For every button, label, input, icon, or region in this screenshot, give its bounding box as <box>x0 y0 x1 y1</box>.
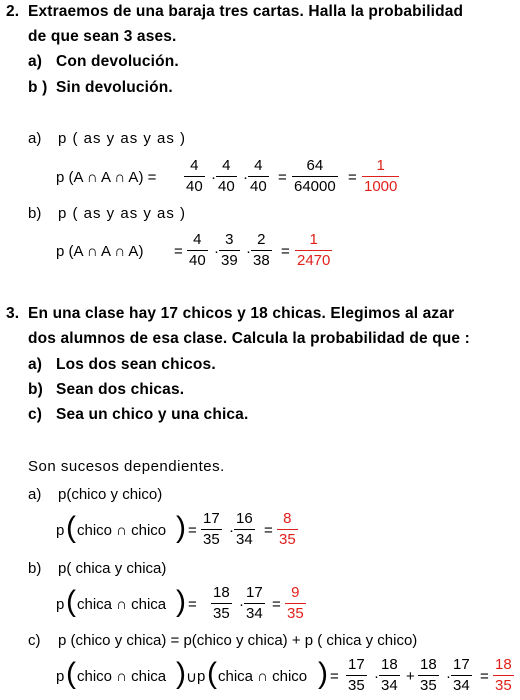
problem-3-line-2: dos alumnos de esa clase. Calcula la probabilidad de que : <box>28 330 470 347</box>
solution-3a-inner: chico ∩ chico <box>77 522 167 539</box>
solution-3c-text: p (chico y chica) = p(chico y chica) + p ( chica y chico) <box>58 632 418 649</box>
solution-3c-fraction-3 <box>418 656 439 695</box>
solution-2a-lhs: p (A ∩ A ∩ A) = <box>56 169 157 186</box>
result-numerator: 1 <box>309 231 318 248</box>
plus-sign: + <box>406 668 415 685</box>
equals-sign: = <box>272 596 281 613</box>
fraction-numerator: 2 <box>257 231 266 248</box>
solution-2b-fraction-2 <box>219 231 240 270</box>
result-denominator: 1000 <box>364 178 398 195</box>
multiply-dot: · <box>374 668 379 685</box>
fraction-denominator: 40 <box>186 178 203 195</box>
right-paren: ) <box>176 657 186 690</box>
problem-2-b-text: Sin devolución. <box>56 79 173 96</box>
problem-2-number: 2. <box>6 3 20 20</box>
fraction-numerator: 4 <box>190 157 199 174</box>
problem-3-a-text: Los dos sean chicos. <box>56 356 216 373</box>
fraction-denominator: 35 <box>348 677 365 694</box>
equals-sign: = <box>330 668 339 685</box>
fraction-numerator: 18 <box>213 584 230 601</box>
solution-2b-fraction-1 <box>187 231 208 270</box>
solution-3b-inner: chica ∩ chica <box>77 596 167 613</box>
equals-sign: = <box>278 169 287 186</box>
left-paren: ( <box>207 657 217 690</box>
multiply-dot: · <box>239 596 244 613</box>
left-paren: ( <box>66 511 76 544</box>
equals-sign: = <box>188 522 197 539</box>
solution-3a-result <box>277 510 298 549</box>
solution-3c-inner-2: chica ∩ chico <box>218 668 308 685</box>
solution-3b-result <box>285 584 306 623</box>
equals-sign: = <box>264 522 273 539</box>
fraction-denominator: 38 <box>253 252 270 269</box>
fraction-numerator: 16 <box>236 510 253 527</box>
right-paren: ) <box>176 511 186 544</box>
fraction-denominator: 64000 <box>294 178 336 195</box>
fraction-denominator: 35 <box>213 605 230 622</box>
solution-3c-fraction-1 <box>346 656 367 695</box>
solution-2b-fraction-3 <box>251 231 272 270</box>
solution-2a-label: a) <box>28 130 42 147</box>
multiply-dot: · <box>246 243 251 260</box>
fraction-denominator: 34 <box>381 677 398 694</box>
fraction-numerator: 17 <box>348 656 365 673</box>
problem-3-number: 3. <box>6 305 20 322</box>
fraction-numerator: 4 <box>222 157 231 174</box>
result-denominator: 35 <box>279 531 296 548</box>
solution-2a-fraction-4 <box>292 157 338 196</box>
equals-sign: = <box>174 243 183 260</box>
multiply-dot: · <box>214 243 219 260</box>
solution-3c-fraction-4 <box>451 656 472 695</box>
problem-3-b-text: Sean dos chicas. <box>56 381 185 398</box>
solution-2a-fraction-2 <box>216 157 237 196</box>
solution-2a-fraction-1 <box>184 157 205 196</box>
fraction-denominator: 34 <box>453 677 470 694</box>
multiply-dot: · <box>446 668 451 685</box>
problem-3-c-text: Sea un chico y una chica. <box>56 406 249 423</box>
solution-3a-text: p(chico y chico) <box>58 486 163 503</box>
result-numerator: 8 <box>283 510 292 527</box>
result-denominator: 35 <box>495 677 512 694</box>
result-denominator: 2470 <box>297 252 331 269</box>
solution-3b-fraction-2 <box>244 584 265 623</box>
solution-3b-p: p <box>56 596 65 613</box>
fraction-denominator: 35 <box>420 677 437 694</box>
solution-3b-label: b) <box>28 560 42 577</box>
problem-2-a-text: Con devolución. <box>56 53 179 70</box>
fraction-numerator: 4 <box>193 231 202 248</box>
problem-3-b-label: b) <box>28 381 43 398</box>
multiply-dot: · <box>211 169 216 186</box>
right-paren: ) <box>318 657 328 690</box>
equals-sign: = <box>480 668 489 685</box>
solution-3c-result <box>493 656 514 695</box>
union-symbol: ∪ <box>186 669 197 686</box>
fraction-denominator: 40 <box>250 178 267 195</box>
equals-sign: = <box>188 596 197 613</box>
fraction-numerator: 4 <box>254 157 263 174</box>
solution-3-intro: Son sucesos dependientes. <box>28 458 225 475</box>
fraction-numerator: 17 <box>203 510 220 527</box>
problem-3-a-label: a) <box>28 356 43 373</box>
solution-3b-fraction-1 <box>211 584 232 623</box>
fraction-denominator: 40 <box>218 178 235 195</box>
solution-2a-fraction-3 <box>248 157 269 196</box>
left-paren: ( <box>66 657 76 690</box>
fraction-numerator: 3 <box>225 231 234 248</box>
fraction-denominator: 34 <box>246 605 263 622</box>
fraction-numerator: 17 <box>453 656 470 673</box>
left-paren: ( <box>66 585 76 618</box>
solution-3b-text: p( chica y chica) <box>58 560 167 577</box>
multiply-dot: · <box>229 522 234 539</box>
result-denominator: 35 <box>287 605 304 622</box>
solution-2a-text: p ( as y as y as ) <box>58 130 187 147</box>
fraction-denominator: 35 <box>203 531 220 548</box>
fraction-numerator: 18 <box>420 656 437 673</box>
fraction-numerator: 64 <box>306 157 324 174</box>
result-numerator: 1 <box>376 157 385 174</box>
problem-2-b-label: b ) <box>28 79 48 96</box>
multiply-dot: · <box>243 169 248 186</box>
problem-2-line-2: de que sean 3 ases. <box>28 28 177 45</box>
fraction-denominator: 34 <box>236 531 253 548</box>
solution-3c-p2: p <box>197 668 206 685</box>
solution-2b-label: b) <box>28 205 42 222</box>
solution-2a-result <box>362 157 399 196</box>
fraction-denominator: 39 <box>221 252 238 269</box>
right-paren: ) <box>176 585 186 618</box>
fraction-denominator: 40 <box>189 252 206 269</box>
equals-sign: = <box>281 243 290 260</box>
solution-3a-fraction-2 <box>234 510 255 549</box>
solution-3c-fraction-2 <box>379 656 400 695</box>
result-numerator: 9 <box>291 584 300 601</box>
solution-3c-label: c) <box>28 632 41 649</box>
problem-2-line-1: Extraemos de una baraja tres cartas. Halla la probabilidad <box>28 3 464 20</box>
solution-3c-p1: p <box>56 668 65 685</box>
problem-2-a-label: a) <box>28 53 43 70</box>
fraction-numerator: 18 <box>381 656 398 673</box>
solution-3a-fraction-1 <box>201 510 222 549</box>
solution-3a-label: a) <box>28 486 42 503</box>
problem-3-line-1: En una clase hay 17 chicos y 18 chicas. Elegimos al azar <box>28 305 455 322</box>
problem-3-c-label: c) <box>28 406 43 423</box>
solution-3a-p: p <box>56 522 65 539</box>
solution-2b-lhs: p (A ∩ A ∩ A) <box>56 243 144 260</box>
solution-2b-result <box>295 231 332 270</box>
result-numerator: 18 <box>495 656 512 673</box>
equals-sign: = <box>348 169 357 186</box>
fraction-numerator: 17 <box>246 584 263 601</box>
solution-2b-text: p ( as y as y as ) <box>58 205 187 222</box>
solution-3c-inner-1: chico ∩ chica <box>77 668 167 685</box>
